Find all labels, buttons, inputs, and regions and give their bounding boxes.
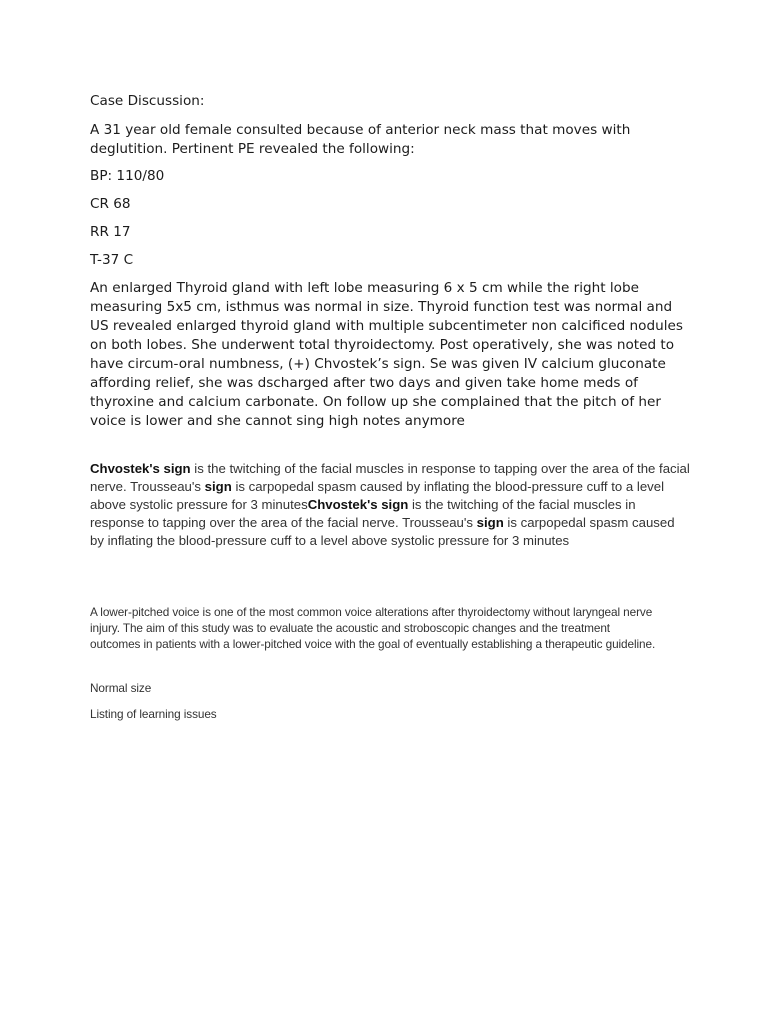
- chvostek-term: Chvostek's sign: [307, 497, 409, 512]
- vital-cr: CR 68: [90, 196, 131, 212]
- signs-paragraph: [90, 460, 690, 550]
- case-heading: Case Discussion:: [90, 93, 205, 109]
- vital-bp: BP: 110/80: [90, 168, 165, 184]
- case-findings: An enlarged Thyroid gland with left lobe measuring 6 x 5 cm while the right lobe measuring 5x5 cm, isthmus was normal in size. Thyroid function test was normal and US revealed enlarged thyroid gland with multiple subcentimeter non calcificed nodules on both lobes. She underwent total thyroidectomy. Post operatively, she was noted to have circum-oral numbness, (+) Chvostek’s sign. Se was given IV calcium gluconate affording relief, she was dscharged after two days and given take home meds of thyroxine and calcium carbonate. On follow up she complained that the pitch of her voice is lower and she cannot sing high notes anymore: [90, 280, 683, 429]
- signs-text: is carpopedal spasm caused by inflating the blood-pressure cuff to a level above systolic pressure for 3 minutes: [90, 479, 665, 512]
- signs-text: is the twitching of the facial muscles in response to tapping over the area of the facial nerve. Trousseau's: [90, 497, 636, 530]
- vital-temp: T-37 C: [90, 252, 134, 268]
- sign-term: sign: [476, 515, 504, 530]
- vital-rr: RR 17: [90, 224, 131, 240]
- note-normal-size: Normal size: [90, 681, 152, 695]
- signs-text: is carpopedal spasm caused by inflating the blood-pressure cuff to a level above systolic pressure for 3 minutes: [90, 515, 675, 548]
- sign-term: sign: [204, 479, 232, 494]
- chvostek-term: Chvostek's sign: [90, 461, 191, 476]
- note-learning-issues: Listing of learning issues: [90, 707, 217, 721]
- study-abstract: A lower-pitched voice is one of the most common voice alterations after thyroidectomy without laryngeal nerve injury. The aim of this study was to evaluate the acoustic and stroboscopic changes and the treatment outcomes in patients with a lower-pitched voice with the goal of eventually establishing a therapeutic guideline.: [90, 605, 656, 651]
- signs-text: is the twitching of the facial muscles in response to tapping over the area of the facial nerve. Trousseau's: [90, 461, 690, 494]
- case-intro: A 31 year old female consulted because of anterior neck mass that moves with deglutition. Pertinent PE revealed the following:: [90, 122, 631, 157]
